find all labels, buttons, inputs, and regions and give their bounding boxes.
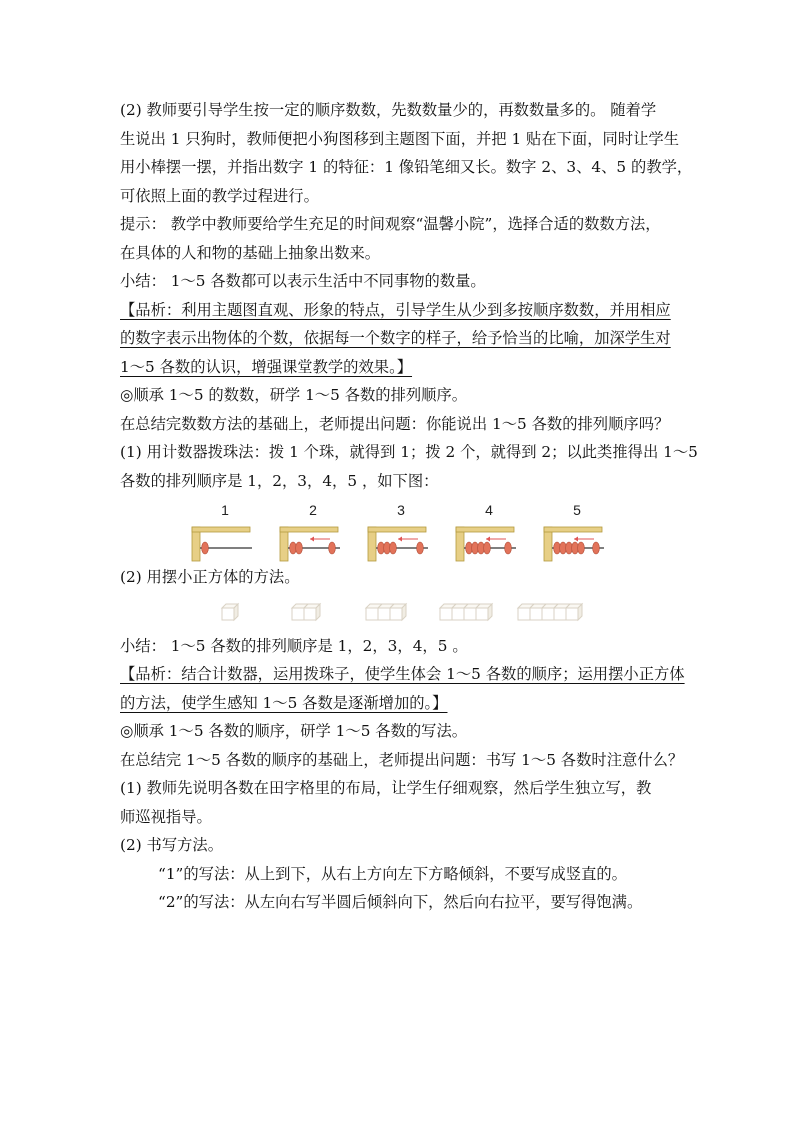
paragraph: 师巡视指导。: [120, 807, 212, 826]
cube-front: [390, 608, 402, 620]
abacus-label: 2: [309, 502, 317, 518]
abacus-moving-bead: [417, 542, 424, 554]
cubes-figure: [120, 594, 676, 628]
cube-front: [476, 608, 488, 620]
paragraph: “1”的写法：从上到下，从右上方向左下方略倾斜，不要写成竖直的。: [158, 864, 627, 883]
abacus-moving-bead: [505, 542, 512, 554]
abacus-bead: [202, 542, 209, 554]
abacus-moving-bead: [329, 542, 336, 554]
paragraph: (2) 用摆小正方体的方法。: [120, 568, 300, 586]
abacus-arrow-head: [398, 537, 402, 542]
abacus-frame-bar: [192, 527, 250, 532]
abacus-bead: [578, 542, 585, 554]
summary-paragraph: 小结： 1～5 各数的排列顺序是 1，2，3，4，5 。: [120, 636, 468, 655]
paragraph: “2”的写法：从左向右写半圆后倾斜向下，然后向右拉平，要写得饱满。: [158, 893, 643, 911]
cube-front: [440, 608, 452, 620]
abacus-frame-bar: [544, 527, 602, 532]
analysis-paragraph: 的数字表示出物体的个数，依据每一个数字的样子，给予恰当的比喻，加深学生对: [120, 329, 671, 347]
hint-paragraph: 提示： 教学中教师要给学生充足的时间观察“温馨小院”，选择合适的数数方法，: [120, 215, 661, 233]
abacus-label: 3: [397, 502, 405, 518]
abacus-label: 4: [485, 502, 493, 518]
cube-front: [530, 608, 542, 620]
cube-front: [222, 608, 234, 620]
paragraph: (1) 用计数器拨珠法：拨 1 个珠，就得到 1；拨 2 个，就得到 2；以此类推得出 1～5: [120, 443, 698, 461]
cube-front: [292, 608, 304, 620]
cube-front: [542, 608, 554, 620]
cube-front: [366, 608, 378, 620]
paragraph: 在具体的人和物的基础上抽象出数来。: [120, 243, 381, 262]
abacus-illustration: [120, 499, 676, 563]
cube-front: [464, 608, 476, 620]
section-heading: ◎顺承 1～5 各数的顺序，研学 1～5 各数的写法。: [120, 722, 468, 740]
section-heading: ◎顺承 1～5 的数数，研学 1～5 各数的排列顺序。: [120, 386, 468, 404]
paragraph: 各数的排列顺序是 1，2，3，4，5 ，如下图：: [120, 471, 439, 490]
abacus-arrow-head: [486, 537, 490, 542]
cube-front: [304, 608, 316, 620]
paragraph: 在总结完 1～5 各数的顺序的基础上，老师提出问题：书写 1～5 各数时注意什么？: [120, 750, 684, 769]
analysis-paragraph: 【品析：结合计数器，运用拨珠子，使学生体会 1～5 各数的顺序；运用摆小正方体: [120, 665, 685, 683]
abacus-bead: [484, 542, 491, 554]
analysis-paragraph: 【品析：利用主题图直观、形象的特点，引导学生从少到多按顺序数数，并用相应: [120, 300, 671, 319]
abacus-bead: [390, 542, 397, 554]
document-page: [120, 96, 698, 917]
cubes-illustration: [120, 594, 676, 628]
paragraph: (2) 书写方法。: [120, 836, 224, 854]
abacus-label: 5: [573, 502, 581, 518]
abacus-frame-bar: [368, 527, 426, 532]
cube-front: [566, 608, 578, 620]
paragraph: 可依照上面的教学过程进行。: [120, 186, 319, 205]
cube-front: [554, 608, 566, 620]
paragraph: (2) 教师要引导学生按一定的顺序数数，先数数量少的，再数数量多的。 随着学: [120, 101, 657, 119]
abacus-arrow-head: [310, 537, 314, 542]
abacus-frame-bar: [280, 527, 338, 532]
cube-front: [378, 608, 390, 620]
abacus-arrow-head: [574, 537, 578, 542]
summary-paragraph: 小结： 1～5 各数都可以表示生活中不同事物的数量。: [120, 272, 486, 290]
abacus-label: 1: [221, 502, 229, 518]
paragraph: 用小棒摆一摆，并指出数字 1 的特征：1 像铅笔细又长。数字 2、3、4、5 的教学，: [120, 158, 693, 176]
paragraph: 在总结完数数方法的基础上，老师提出问题：你能说出 1～5 各数的排列顺序吗？: [120, 414, 670, 433]
abacus-moving-bead: [593, 542, 600, 554]
paragraph: 生说出 1 只狗时，教师便把小狗图移到主题图下面，并把 1 贴在下面，同时让学生: [120, 129, 680, 148]
paragraph: (1) 教师先说明各数在田字格里的布局，让学生仔细观察，然后学生独立写，教: [120, 779, 652, 797]
analysis-paragraph: 1～5 各数的认识，增强课堂教学的效果。】: [120, 357, 413, 376]
cube-front: [518, 608, 530, 620]
abacus-figure: [120, 499, 676, 563]
cube-front: [452, 608, 464, 620]
analysis-paragraph: 的方法，使学生感知 1～5 各数是逐渐增加的。】: [120, 693, 448, 712]
abacus-bead: [296, 542, 303, 554]
abacus-frame-bar: [456, 527, 514, 532]
